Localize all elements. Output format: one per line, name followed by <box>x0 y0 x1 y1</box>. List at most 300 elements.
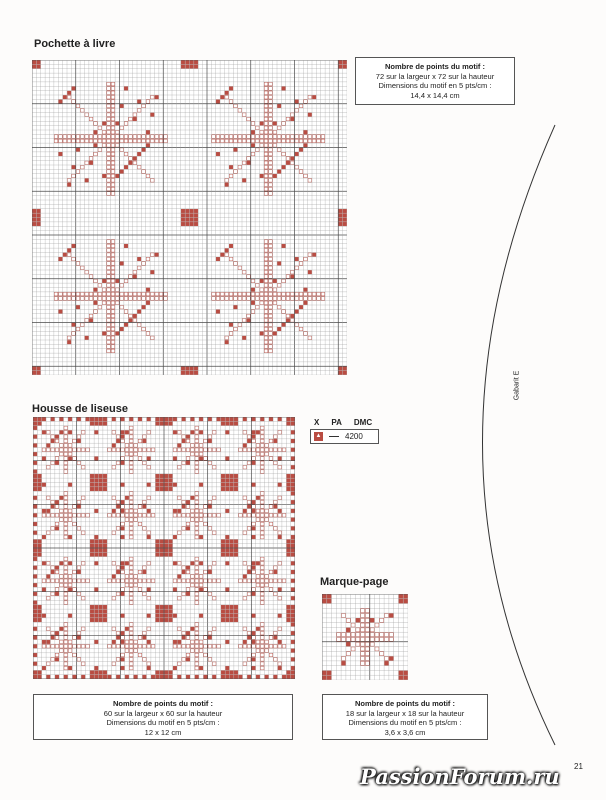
stitch <box>120 262 124 266</box>
stitch <box>133 314 137 318</box>
stitch <box>85 336 89 340</box>
stitch <box>173 562 177 566</box>
stitch-symbol-icon: ▲ <box>315 433 322 439</box>
stitch <box>221 483 225 487</box>
marque-page-info-box <box>322 694 488 740</box>
stitch <box>194 222 198 226</box>
legend-header <box>310 418 379 427</box>
stitch <box>38 483 42 487</box>
stitch <box>194 218 198 222</box>
stitch <box>37 214 41 218</box>
stitch <box>186 435 190 439</box>
stitch <box>225 91 229 95</box>
marque-page-chart <box>322 594 408 680</box>
stitch <box>252 535 256 539</box>
stitch <box>169 671 173 675</box>
stitch <box>291 544 295 548</box>
stitch <box>252 658 256 662</box>
stitch <box>47 444 51 448</box>
stitch <box>164 553 168 557</box>
stitch <box>291 314 295 318</box>
stitch <box>59 152 63 156</box>
stitch <box>116 332 120 336</box>
stitch <box>199 457 203 461</box>
stitch <box>32 214 36 218</box>
stitch <box>68 457 72 461</box>
stitch <box>339 214 343 218</box>
stitch <box>291 417 295 421</box>
stitch <box>112 640 116 644</box>
stitch <box>343 371 347 375</box>
stitch <box>156 422 160 426</box>
stitch <box>295 100 299 104</box>
stitch <box>129 161 133 165</box>
stitch <box>120 327 124 331</box>
stitch <box>173 640 177 644</box>
stitch <box>63 95 67 99</box>
stitch <box>291 675 295 679</box>
stitch <box>190 209 194 213</box>
stitch <box>38 618 42 622</box>
stitch <box>287 605 291 609</box>
stitch <box>243 417 247 421</box>
stitch <box>221 618 225 622</box>
stitch <box>33 618 37 622</box>
stitch <box>33 487 37 491</box>
stitch <box>199 483 203 487</box>
stitch <box>121 431 125 435</box>
stitch <box>67 183 71 187</box>
stitch <box>38 540 42 544</box>
stitch <box>181 218 185 222</box>
stitch <box>342 661 346 665</box>
stitch <box>72 244 76 248</box>
stitch <box>291 483 295 487</box>
stitch <box>164 618 168 622</box>
stitch <box>99 671 103 675</box>
stitch <box>230 487 234 491</box>
stitch <box>147 483 151 487</box>
stitch <box>343 214 347 218</box>
stitch <box>77 439 81 443</box>
stitch <box>103 544 107 548</box>
stitch <box>146 288 150 292</box>
stitch <box>77 570 81 574</box>
stitch <box>287 540 291 544</box>
stitch <box>295 152 299 156</box>
stitch <box>147 535 151 539</box>
stitch <box>33 422 37 426</box>
stitch <box>291 570 295 574</box>
stitch <box>181 65 185 69</box>
stitch <box>33 627 37 631</box>
stitch <box>287 671 291 675</box>
stitch <box>64 675 68 679</box>
stitch <box>116 570 120 574</box>
stitch <box>274 675 278 679</box>
stitch <box>33 513 37 517</box>
stitch <box>68 483 72 487</box>
stitch <box>102 174 106 178</box>
stitch <box>221 605 225 609</box>
stitch <box>252 417 256 421</box>
stitch <box>133 157 137 161</box>
stitch <box>299 148 303 152</box>
stitch <box>160 487 164 491</box>
stitch <box>103 417 107 421</box>
stitch <box>252 483 256 487</box>
stitch <box>230 483 234 487</box>
stitch <box>221 548 225 552</box>
stitch <box>312 253 316 257</box>
stitch <box>112 509 116 513</box>
stitch <box>277 170 281 174</box>
stitch <box>226 548 230 552</box>
stitch <box>339 371 343 375</box>
stitch <box>247 319 251 323</box>
stitch <box>42 483 46 487</box>
stitch <box>33 483 37 487</box>
stitch <box>181 371 185 375</box>
stitch <box>37 371 41 375</box>
stitch <box>121 461 125 465</box>
stitch <box>38 671 42 675</box>
stitch <box>169 483 173 487</box>
stitch <box>370 618 374 622</box>
stitch <box>156 675 160 679</box>
legend-row <box>310 429 379 444</box>
stitch <box>173 614 177 618</box>
stitch <box>120 170 124 174</box>
stitch <box>155 253 159 257</box>
stitch <box>221 540 225 544</box>
stitch <box>169 553 173 557</box>
stitch <box>256 562 260 566</box>
stitch <box>221 253 225 257</box>
stitch <box>234 614 238 618</box>
stitch <box>160 618 164 622</box>
stitch <box>346 642 350 646</box>
stitch <box>277 327 281 331</box>
stitch <box>190 65 194 69</box>
stitch <box>229 165 233 169</box>
stitch <box>282 87 286 91</box>
stitch <box>339 222 343 226</box>
stitch <box>33 675 37 679</box>
stitch <box>327 599 331 603</box>
stitch <box>55 631 59 635</box>
stitch <box>151 113 155 117</box>
stitch <box>95 618 99 622</box>
stitch <box>33 452 37 456</box>
stitch <box>226 457 230 461</box>
stitch <box>121 592 125 596</box>
stitch <box>322 599 326 603</box>
stitch <box>226 562 230 566</box>
stitch <box>164 422 168 426</box>
stitch <box>181 60 185 64</box>
stitch <box>230 474 234 478</box>
stitch <box>186 218 190 222</box>
stitch <box>33 566 37 570</box>
stitch <box>103 610 107 614</box>
stitch <box>291 527 295 531</box>
stitch <box>216 100 220 104</box>
stitch <box>252 614 256 618</box>
stitch <box>186 371 190 375</box>
stitch <box>173 417 177 421</box>
stitch <box>173 509 177 513</box>
stitch <box>116 439 120 443</box>
stitch <box>173 457 177 461</box>
stitch <box>85 179 89 183</box>
stitch <box>47 675 51 679</box>
stitch <box>221 422 225 426</box>
stitch <box>282 675 286 679</box>
stitch <box>291 509 295 513</box>
stitch <box>63 253 67 257</box>
stitch <box>199 588 203 592</box>
stitch <box>33 461 37 465</box>
stitch <box>121 500 125 504</box>
stitch <box>199 614 203 618</box>
stitch <box>225 249 229 253</box>
stitch <box>186 500 190 504</box>
stitch <box>356 618 360 622</box>
housse-info-size: 60 sur la largeur x 60 sur la hauteur <box>103 708 223 718</box>
stitch <box>322 594 326 598</box>
stitch <box>291 614 295 618</box>
stitch <box>274 570 278 574</box>
stitch <box>137 152 141 156</box>
stitch <box>103 553 107 557</box>
stitch <box>278 640 282 644</box>
stitch <box>286 161 290 165</box>
stitch <box>160 548 164 552</box>
stitch <box>252 631 256 635</box>
stitch <box>164 479 168 483</box>
stitch <box>68 666 72 670</box>
stitch <box>143 570 147 574</box>
stitch <box>151 675 155 679</box>
stitch <box>234 479 238 483</box>
stitch <box>178 509 182 513</box>
stitch <box>156 618 160 622</box>
stitch <box>143 505 147 509</box>
stitch <box>90 474 94 478</box>
stitch <box>234 474 238 478</box>
stitch <box>164 540 168 544</box>
stitch <box>234 305 238 309</box>
stitch <box>156 671 160 675</box>
stitch <box>291 535 295 539</box>
stitch <box>230 540 234 544</box>
stitch <box>103 479 107 483</box>
housse-info-title: Nombre de points du motif : <box>113 699 213 708</box>
stitch <box>33 583 37 587</box>
stitch <box>178 675 182 679</box>
stitch <box>33 671 37 675</box>
stitch <box>252 435 256 439</box>
housse-info-dim-label: Dimensions du motif en 5 pts/cm : <box>106 718 220 727</box>
stitch <box>399 676 403 680</box>
stitch <box>226 640 230 644</box>
stitch <box>277 104 281 108</box>
stitch <box>42 666 46 670</box>
stitch <box>234 610 238 614</box>
stitch <box>190 60 194 64</box>
stitch <box>327 594 331 598</box>
stitch <box>81 675 85 679</box>
stitch <box>33 474 37 478</box>
stitch <box>277 262 281 266</box>
stitch <box>103 614 107 618</box>
stitch <box>343 60 347 64</box>
stitch <box>121 666 125 670</box>
stitch <box>226 509 230 513</box>
gabarit-template-shape <box>425 120 565 750</box>
pochette-info-dim: 14,4 x 14,4 cm <box>410 90 460 100</box>
stitch <box>230 675 234 679</box>
stitch <box>67 340 71 344</box>
stitch <box>164 548 168 552</box>
stitch <box>95 535 99 539</box>
stitch <box>304 301 308 305</box>
stitch <box>77 505 81 509</box>
stitch <box>226 540 230 544</box>
stitch <box>404 676 408 680</box>
stitch <box>194 60 198 64</box>
pochette-info-size: 72 sur la largeur x 72 sur la hauteur <box>375 71 495 81</box>
stitch <box>191 496 195 500</box>
stitch <box>60 627 64 631</box>
stitch <box>226 618 230 622</box>
stitch <box>226 474 230 478</box>
marque-page-title: Marque-page <box>320 576 389 588</box>
stitch <box>291 649 295 653</box>
pochette-info-box <box>355 57 515 105</box>
stitch <box>291 540 295 544</box>
stitch <box>90 540 94 544</box>
pochette-chart <box>32 60 347 375</box>
stitch <box>55 500 59 504</box>
stitch <box>304 130 308 134</box>
stitch <box>59 310 63 314</box>
stitch <box>230 671 234 675</box>
stitch <box>90 417 94 421</box>
housse-info-dim: 12 x 12 cm <box>144 727 182 737</box>
stitch <box>291 548 295 552</box>
stitch <box>95 487 99 491</box>
stitch <box>160 675 164 679</box>
stitch <box>274 636 278 640</box>
stitch <box>234 148 238 152</box>
stitch <box>95 553 99 557</box>
stitch <box>291 457 295 461</box>
housse-title: Housse de liseuse <box>32 403 128 415</box>
stitch <box>286 319 290 323</box>
stitch <box>221 95 225 99</box>
stitch <box>95 605 99 609</box>
stitch <box>173 535 177 539</box>
stitch <box>404 594 408 598</box>
stitch <box>156 540 160 544</box>
stitch <box>116 174 120 178</box>
stitch <box>95 457 99 461</box>
stitch <box>68 431 72 435</box>
stitch <box>234 671 238 675</box>
stitch <box>67 91 71 95</box>
stitch <box>102 279 106 283</box>
stitch <box>265 675 269 679</box>
stitch <box>156 544 160 548</box>
stitch <box>156 548 160 552</box>
stitch <box>112 444 116 448</box>
stitch <box>151 270 155 274</box>
stitch <box>234 540 238 544</box>
stitch <box>181 214 185 218</box>
stitch <box>225 340 229 344</box>
stitch <box>291 631 295 635</box>
stitch <box>194 371 198 375</box>
stitch <box>169 487 173 491</box>
stitch <box>195 675 199 679</box>
stitch <box>234 618 238 622</box>
stitch <box>146 144 150 148</box>
stitch <box>95 548 99 552</box>
stitch <box>99 618 103 622</box>
stitch <box>221 671 225 675</box>
stitch <box>68 535 72 539</box>
stitch <box>221 487 225 491</box>
stitch <box>291 562 295 566</box>
stitch <box>156 474 160 478</box>
stitch <box>116 279 120 283</box>
stitch <box>322 676 326 680</box>
stitch <box>164 614 168 618</box>
stitch <box>90 487 94 491</box>
stitch <box>287 553 291 557</box>
stitch <box>278 614 282 618</box>
stitch <box>247 636 251 640</box>
stitch <box>156 479 160 483</box>
stitch <box>33 557 37 561</box>
stitch <box>221 675 225 679</box>
stitch <box>47 509 51 513</box>
stitch <box>33 522 37 526</box>
stitch <box>251 130 255 134</box>
stitch <box>125 496 129 500</box>
watermark-logo: PassionForum.ru <box>360 764 560 789</box>
stitch <box>33 544 37 548</box>
stitch <box>121 566 125 570</box>
stitch <box>287 487 291 491</box>
stitch <box>32 209 36 213</box>
stitch <box>32 218 36 222</box>
stitch <box>90 610 94 614</box>
stitch <box>33 644 37 648</box>
stitch <box>339 218 343 222</box>
stitch <box>55 435 59 439</box>
stitch <box>102 122 106 126</box>
stitch <box>42 588 46 592</box>
stitch <box>291 492 295 496</box>
stitch <box>142 148 146 152</box>
stitch <box>33 605 37 609</box>
stitch <box>287 479 291 483</box>
stitch <box>208 417 212 421</box>
stitch <box>156 605 160 609</box>
